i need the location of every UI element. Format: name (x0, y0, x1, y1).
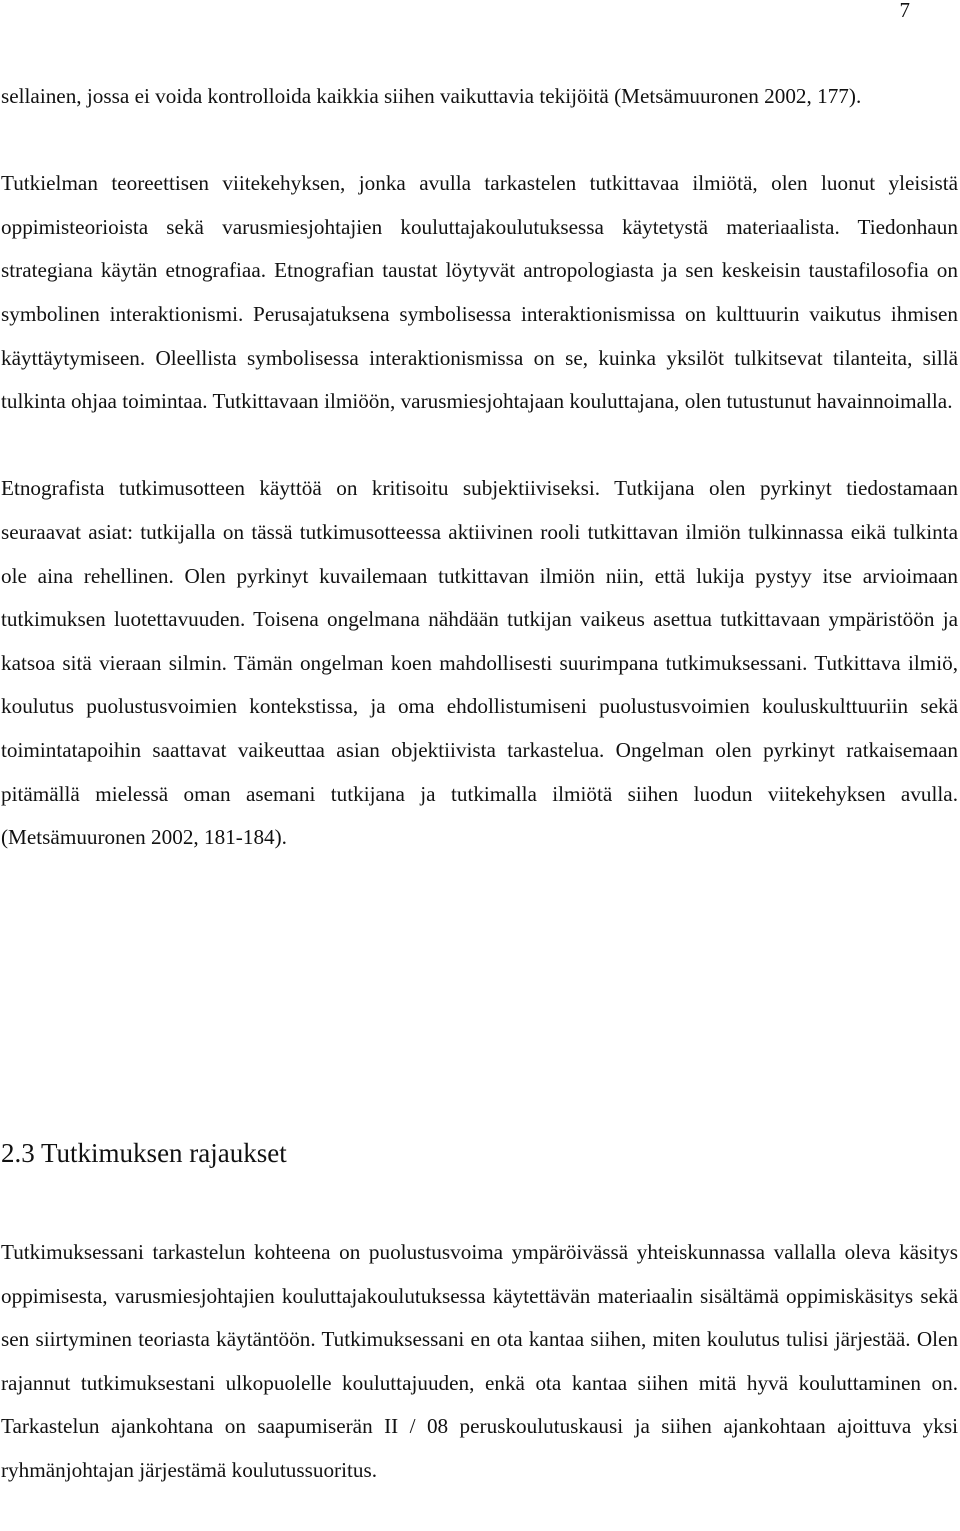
page-number: 7 (899, 0, 910, 22)
paragraph-ethnography-critique: Etnografista tutkimusotteen käyttöä on kritisoitu subjektiiviseksi. Tutkijana olen pyrkinyt tiedostamaan seuraavat asiat: tutkijalla on tässä tutkimusotteessa aktiivinen rooli tutkittavan ilmiön tulkinnassa eikä tulkinta ole aina rehellinen. Olen pyrkinyt kuvailemaan tutkittavan ilmiön niin, että lukija pystyy itse arvioimaan tutkimuksen luotettavuuden. Toisena ongelmana nähdään tutkijan vaikeus asettua tutkittavaan ympäristöön ja katsoa sitä vieraan silmin. Tämän ongelman koen mahdollisesti suurimpana tutkimuksessani. Tutkittava ilmiö, koulutus puolustusvoimien kontekstissa, ja oma ehdollistumiseni puolustusvoimien kouluskulttuuriin sekä toimintatapoihin saattavat vaikeuttaa asian objektiivista tarkastelua. Ongelman olen pyrkinyt ratkaisemaan pitämällä mielessä oman asemani tutkijana ja tutkimalla ilmiötä siihen luodun viitekehyksen avulla. (Metsämuuronen 2002, 181-184). (1, 476, 958, 850)
paragraph-research-scope: Tutkimuksessani tarkastelun kohteena on puolustusvoima ympäröivässä yhteiskunnassa vallalla oleva käsitys oppimisesta, varusmiesjohtajien kouluttajakoulutuksessa käytettävän materiaalin sisältämä oppimiskäsitys sekä sen siirtyminen teoriasta käytäntöön. Tutkimuksessani en ota kantaa siihen, miten koulutus tulisi järjestää. Olen rajannut tutkimuksestani ulkopuolelle kouluttajuuden, enkä ota kantaa siihen mitä hyvä kouluttaminen on. Tarkastelun ajankohtana on saapumiserän II / 08 peruskoulutuskausi ja siihen ajankohtaan ajoittuva yksi ryhmänjohtajan järjestämä koulutussuoritus. (1, 1240, 958, 1482)
section-heading: 2.3 Tutkimuksen rajaukset (1, 1138, 287, 1168)
paragraph-continuation: sellainen, jossa ei voida kontrolloida kaikkia siihen vaikuttavia tekijöitä (Metsämuuronen 2002, 177). (1, 84, 862, 108)
paragraph-theoretical-framework: Tutkielman teoreettisen viitekehyksen, jonka avulla tarkastelen tutkittavaa ilmiötä, olen luonut yleisistä oppimisteorioista sekä varusmiesjohtajien kouluttajakoulutuksessa käytetystä materiaalista. Tiedonhaun strategiana käytän etnografiaa. Etnografian taustat löytyvät antropologiasta ja sen keskeisin taustafilosofia on symbolinen interaktionismi. Perusajatuksena symbolisessa interaktionismissa on kulttuurin vaikutus ihmisen käyttäytymiseen. Oleellista symbolisessa interaktionismissa on se, kuinka yksilöt tulkitsevat tilanteita, sillä tulkinta ohjaa toimintaa. Tutkittavaan ilmiöön, varusmiesjohtajaan kouluttajana, olen tutustunut havainnoimalla. (1, 171, 958, 414)
document-body (1, 75, 958, 1482)
